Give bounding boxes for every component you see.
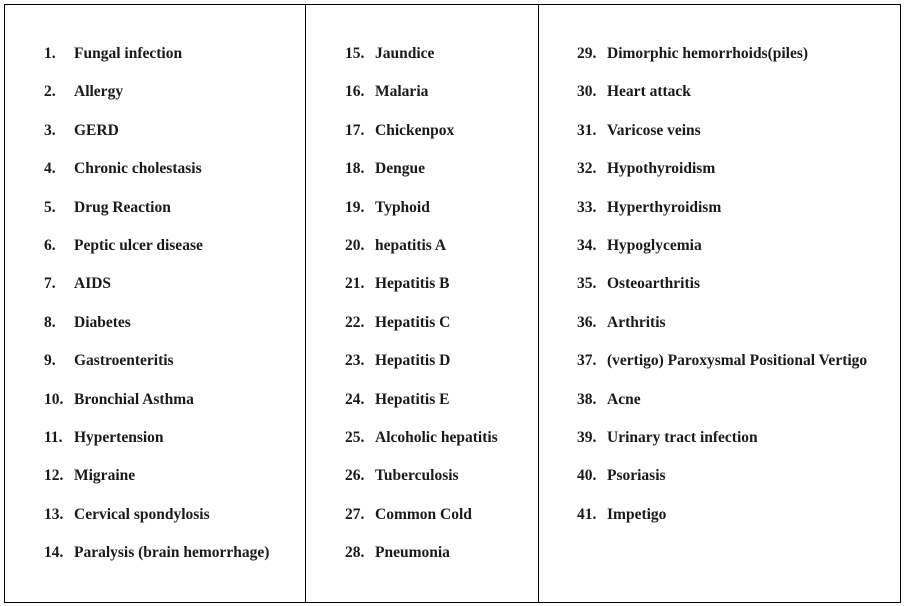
item-number: 17. [345, 121, 365, 139]
list-item [345, 121, 454, 141]
item-label: Hepatitis E [375, 390, 450, 408]
item-number: 3. [44, 121, 56, 139]
list-item [577, 159, 715, 179]
item-number: 7. [44, 275, 56, 293]
list-item [345, 351, 450, 371]
item-number: 1. [44, 45, 56, 62]
item-number: 20. [345, 237, 365, 254]
item-label: Fungal infection [74, 45, 183, 62]
item-number: 36. [577, 313, 597, 331]
list-item [577, 505, 666, 525]
item-number: 15. [345, 45, 365, 62]
item-number: 34. [577, 237, 597, 254]
item-number: 40. [577, 467, 597, 485]
list-item [44, 390, 194, 410]
item-label: (vertigo) Paroxysmal Positional Vertigo [607, 352, 868, 370]
list-item [44, 198, 171, 218]
item-label: Chronic cholestasis [74, 160, 202, 178]
list-item [44, 159, 202, 179]
item-label: Chickenpox [375, 121, 455, 139]
list-item [345, 505, 472, 525]
item-label: Tuberculosis [375, 467, 459, 485]
disease-list-table [4, 4, 901, 603]
item-label: Osteoarthritis [607, 275, 700, 293]
item-number: 41. [577, 505, 597, 523]
item-label: Arthritis [607, 313, 666, 331]
item-label: Cervical spondylosis [74, 505, 210, 523]
item-label: Jaundice [375, 45, 435, 62]
list-item [577, 82, 691, 102]
item-number: 14. [44, 544, 64, 562]
item-number: 35. [577, 275, 597, 293]
column-1 [5, 5, 305, 602]
list-item [44, 543, 269, 563]
list-item [44, 505, 210, 525]
item-number: 31. [577, 121, 597, 139]
column-3 [538, 5, 900, 602]
list-item [345, 313, 450, 333]
list-item [345, 82, 428, 102]
item-label: Urinary tract infection [607, 429, 758, 446]
list-item [577, 44, 808, 64]
item-label: Hypothyroidism [607, 160, 716, 178]
list-item [44, 44, 182, 64]
item-label: Impetigo [607, 505, 667, 523]
item-number: 8. [44, 313, 56, 331]
item-number: 6. [44, 237, 56, 254]
item-number: 28. [345, 544, 365, 562]
list-item [44, 466, 135, 486]
item-label: Psoriasis [607, 467, 666, 485]
list-item [345, 198, 430, 218]
list-item [577, 390, 641, 410]
item-label: Varicose veins [607, 121, 701, 139]
item-number: 11. [44, 429, 63, 446]
item-label: AIDS [74, 275, 112, 293]
item-number: 13. [44, 505, 64, 523]
item-label: Alcoholic hepatitis [375, 429, 498, 446]
item-label: Diabetes [74, 313, 131, 331]
item-label: Hypertension [74, 429, 164, 446]
list-item [577, 236, 702, 256]
item-number: 32. [577, 160, 597, 178]
item-number: 22. [345, 313, 365, 331]
item-number: 19. [345, 198, 365, 216]
list-item [345, 44, 434, 64]
list-item [577, 274, 700, 294]
item-label: Acne [607, 390, 641, 408]
item-number: 10. [44, 390, 64, 408]
list-item [345, 543, 450, 563]
item-label: Gastroenteritis [74, 352, 174, 370]
list-item [577, 351, 867, 371]
item-number: 5. [44, 198, 56, 216]
list-item [345, 159, 425, 179]
item-number: 24. [345, 390, 365, 408]
item-number: 21. [345, 275, 365, 293]
item-label: Common Cold [375, 505, 472, 523]
item-label: Peptic ulcer disease [74, 237, 203, 254]
list-item [44, 236, 203, 256]
item-number: 2. [44, 83, 56, 101]
column-2 [305, 5, 538, 602]
list-item [345, 466, 459, 486]
item-label: Hyperthyroidism [607, 198, 722, 216]
item-label: Bronchial Asthma [74, 390, 194, 408]
item-number: 29. [577, 45, 597, 62]
item-number: 33. [577, 198, 597, 216]
list-item [345, 274, 450, 294]
list-item [44, 274, 111, 294]
item-label: Hepatitis C [375, 313, 451, 331]
item-number: 39. [577, 429, 597, 446]
list-item [577, 466, 666, 486]
item-number: 23. [345, 352, 365, 370]
item-number: 25. [345, 429, 365, 446]
item-label: Drug Reaction [74, 198, 171, 216]
item-number: 12. [44, 467, 64, 485]
item-label: Dengue [375, 160, 425, 178]
item-label: Migraine [74, 467, 136, 485]
item-label: Allergy [74, 83, 124, 101]
list-item [345, 428, 498, 448]
item-label: Paralysis (brain hemorrhage) [74, 544, 270, 562]
list-item [44, 428, 164, 448]
item-label: GERD [74, 121, 119, 139]
list-item [577, 198, 721, 218]
list-item [345, 390, 450, 410]
item-label: Hepatitis B [375, 275, 450, 293]
list-item [44, 82, 123, 102]
item-label: hepatitis A [375, 237, 447, 254]
item-number: 27. [345, 505, 365, 523]
item-number: 37. [577, 352, 597, 370]
item-label: Typhoid [375, 198, 430, 216]
list-item [577, 428, 758, 448]
item-label: Hypoglycemia [607, 237, 702, 254]
item-label: Hepatitis D [375, 352, 451, 370]
item-number: 38. [577, 390, 597, 408]
item-label: Heart attack [607, 83, 691, 101]
item-number: 26. [345, 467, 365, 485]
item-label: Malaria [375, 83, 429, 101]
item-number: 4. [44, 160, 56, 178]
list-item [44, 121, 119, 141]
list-item [44, 313, 131, 333]
item-label: Dimorphic hemorrhoids(piles) [607, 45, 809, 62]
item-number: 16. [345, 83, 365, 101]
list-item [577, 313, 666, 333]
list-item [345, 236, 446, 256]
item-number: 18. [345, 160, 365, 178]
list-item [577, 121, 701, 141]
item-number: 9. [44, 352, 56, 370]
list-item [44, 351, 174, 371]
item-number: 30. [577, 83, 597, 101]
item-label: Pneumonia [375, 544, 450, 562]
